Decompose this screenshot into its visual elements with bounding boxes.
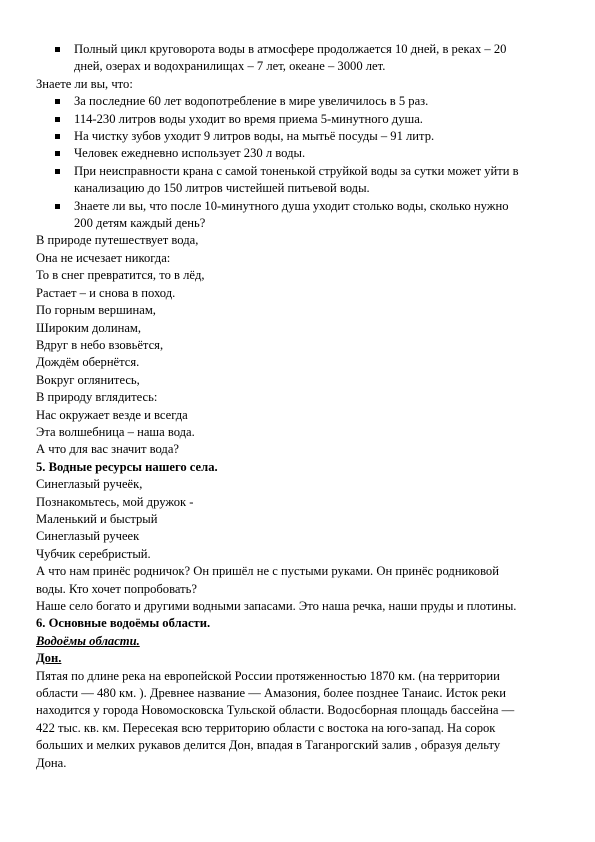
paragraph-line: 422 тыс. кв. км. Пересекая всю территорию области с востока на юго-запад. На сорок — [36, 720, 496, 735]
poem-line: Нас окружает везде и всегда — [36, 407, 188, 422]
list-item — [36, 163, 564, 198]
know-list — [36, 93, 564, 232]
poem-line: То в снег превратится, то в лёд, — [36, 268, 205, 283]
poem-line: В природу вглядитесь: — [36, 390, 158, 405]
list-item-line: 114-230 литров воды уходит во время приема 5-минутного душа. — [74, 111, 423, 126]
list-item — [36, 41, 564, 76]
bullet-icon — [55, 169, 60, 174]
poem-line: Она не исчезает никогда: — [36, 250, 171, 265]
poem-line: Дождём обернётся. — [36, 355, 140, 370]
poem-water — [36, 232, 564, 458]
paragraph-line: Дона. — [36, 755, 67, 770]
poem-line: Растает – и снова в поход. — [36, 285, 176, 300]
list-item-line: Знаете ли вы, что после 10-минутного душа уходит столько воды, сколько нужно — [74, 198, 509, 213]
paragraph-line: находится у города Новомосковска Тульской области. Водосборная площадь бассейна — — [36, 703, 515, 718]
bullet-icon — [55, 204, 60, 209]
list-item-line: 200 детям каждый день? — [74, 216, 206, 231]
know-heading: Знаете ли вы, что: — [36, 76, 133, 91]
list-item — [36, 93, 564, 110]
poem-line: По горным вершинам, — [36, 303, 156, 318]
poem-line: Широким долинам, — [36, 320, 142, 335]
poem-line: А что для вас значит вода? — [36, 442, 180, 457]
poem-line: Вокруг оглянитесь, — [36, 372, 140, 387]
bullet-icon — [55, 151, 60, 156]
bullet-icon — [55, 117, 60, 122]
list-item-line: канализацию до 150 литров чистейшей питьевой воды. — [74, 181, 370, 196]
river-paragraph — [36, 668, 564, 772]
paragraph-line: Наше село богато и другими водными запасами. Это наша речка, наши пруды и плотины. — [36, 599, 517, 613]
section-6-title: 6. Основные водоёмы области. — [36, 616, 211, 631]
list-item — [36, 128, 564, 145]
poem-line: Синеглазый ручеёк, — [36, 477, 143, 492]
poem-line: Маленький и быстрый — [36, 511, 158, 526]
bullet-icon — [55, 47, 60, 52]
list-item-line: За последние 60 лет водопотребление в мире увеличилось в 5 раз. — [74, 94, 429, 109]
poem-line: Синеглазый ручеек — [36, 529, 140, 544]
list-item — [36, 111, 564, 128]
paragraph-line: больших и мелких рукавов делится Дон, впадая в Таганрогский залив , образуя дельту — [36, 738, 501, 753]
poem-line: Чубчик серебристый. — [36, 546, 151, 561]
paragraph-line: А что нам принёс родничок? Он пришёл не с пустыми руками. Он принёс родниковой — [36, 564, 499, 579]
river-title: Дон. — [36, 651, 62, 666]
list-item-line: На чистку зубов уходит 9 литров воды, на мытьё посуды – 91 литр. — [74, 129, 435, 144]
list-item — [36, 145, 564, 162]
list-item-line: При неисправности крана с самой тоненькой струйкой воды за сутки может уйти в — [74, 163, 519, 178]
section-5-title: 5. Водные ресурсы нашего села. — [36, 459, 218, 474]
bullet-icon — [55, 134, 60, 139]
poem-line: Вдруг в небо взовьётся, — [36, 337, 164, 352]
paragraph-line: области — 480 км. ). Древнее название — Амазония, более позднее Танаис. Исток реки — [36, 686, 507, 701]
poem-line: В природе путешествует вода, — [36, 233, 199, 248]
spring-paragraph — [36, 563, 564, 615]
poem-line: Познакомьтесь, мой дружок - — [36, 494, 194, 509]
paragraph-line: воды. Кто хочет попробовать? — [36, 581, 197, 596]
list-item-line: дней, озерах и водохранилищах – 7 лет, океане – 3000 лет. — [74, 59, 386, 74]
list-item — [36, 198, 564, 233]
list-item-line: Человек ежедневно использует 230 л воды. — [74, 146, 306, 161]
bullet-icon — [55, 99, 60, 104]
poem-spring — [36, 476, 564, 563]
paragraph-line: Пятая по длине река на европейской России протяженностью 1870 км. (на территории — [36, 668, 500, 683]
list-item-line: Полный цикл круговорота воды в атмосфере продолжается 10 дней, в реках – 20 — [74, 42, 507, 56]
subtitle: Водоёмы области. — [36, 633, 140, 648]
poem-line: Эта волшебница – наша вода. — [36, 424, 195, 439]
document-page — [36, 41, 564, 772]
